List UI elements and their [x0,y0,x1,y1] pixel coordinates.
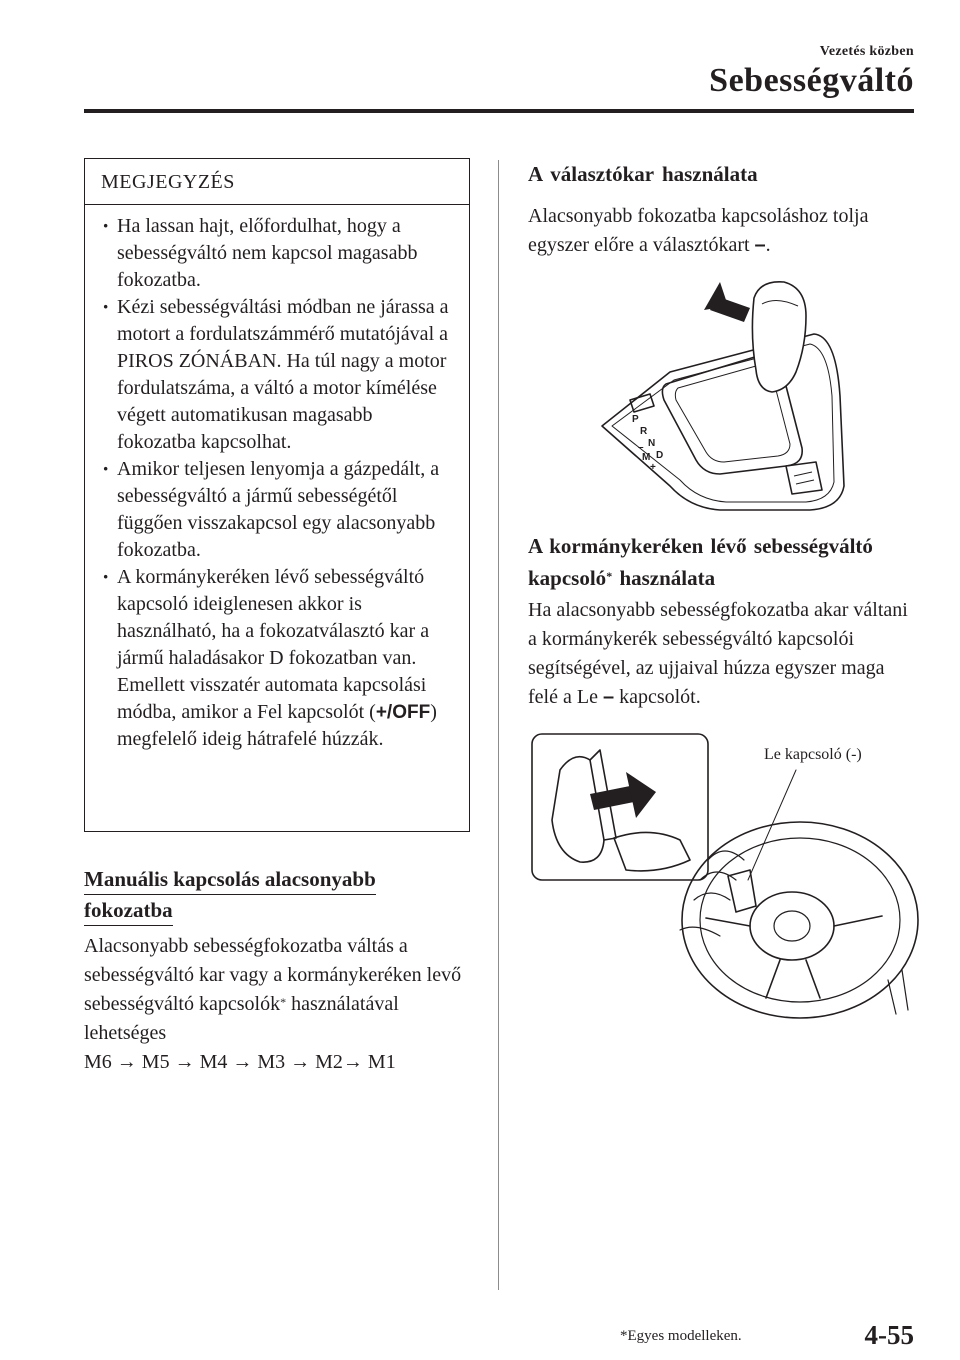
note-list [85,205,469,753]
section-heading-manual-down [84,866,376,926]
body-text: . [765,234,771,256]
figure-label: Le kapcsoló (-) [764,746,862,763]
note-item-text: A kormánykeréken lévő sebességváltó kapcsoló ideiglenesen akkor is használható, ha a fokozatválasztó kar a jármű haladásakor D fokozatban van. Emellett visszatér automata kapcsolási módba, amikor a Fel kapcsolót ( [117,566,430,723]
note-item: · Amikor teljesen lenyomja a gázpedált, a sebességváltó a jármű sebességétől függően visszakapcsol egy alacsonyabb fokozatba. [99,456,455,564]
heading-text: A kormánykeréken lévő sebességváltó kapcsoló [528,534,873,590]
shift-lever-illustration [600,276,850,512]
selector-heading: A választókar használata [528,162,758,186]
console-inner-outline [612,344,834,502]
body-text: Alacsonyabb sebességfokozatba váltás a sebességváltó kar vagy a kormánykeréken levő sebességváltó kapcsolók [84,935,462,1015]
manual-down-text [84,932,484,1077]
body-text: használatával lehetséges [84,993,399,1044]
wheel-spokes [706,916,882,998]
section-heading-line: fokozatba [84,897,173,926]
gate-letter-minus: – [638,442,644,453]
note-item: · Ha lassan hajt, előfordulhat, hogy a sebességváltó nem kapcsol magasabb fokozatba. [99,213,455,294]
running-header: Vezetés közben [819,44,914,59]
gate-letter-plus: + [650,462,656,473]
switch-box [786,462,822,494]
body-text: kapcsolót. [614,686,701,708]
selector-text [528,202,918,260]
wheel-hub [750,892,834,960]
switch-detail [794,472,814,484]
inset-box [532,734,708,880]
note-heading: MEGJEGYZÉS [85,159,469,205]
console-button [630,394,654,412]
minus-symbol: – [602,686,615,708]
body-text: Alacsonyabb fokozatba kapcsoláshoz tolja egyszer előre a választókart [528,205,869,256]
gate-letter-p: P [632,414,639,425]
paddle-text [528,596,918,712]
wheel-paddle [728,870,756,912]
minus-symbol: – [754,234,766,256]
wheel-emblem [774,911,810,941]
column-divider [498,160,499,1290]
steering-wheel-illustration [530,730,920,1020]
footnote: *Egyes modelleken. [620,1328,742,1344]
driver-fingers [694,851,744,900]
body-text: Ha alacsonyabb sebességfokozatba akar váltani a kormánykerék sebességváltó kapcsolói segítségével, az ujjaival húzza egyszer maga felé a Le [528,599,908,708]
pull-arrow-icon [590,772,656,818]
label-leader-line [748,770,796,880]
push-forward-arrow-icon [704,282,750,322]
note-item-text: ) megfelelő ideig hátrafelé húzzák. [117,701,437,750]
page-title: Sebességváltó [709,62,914,99]
page-number: 4-55 [864,1320,914,1350]
gate-letters [632,414,663,473]
gate-letter-d: D [656,450,664,461]
driver-hand [680,927,720,936]
paddle-heading [528,530,918,594]
section-heading-line: Manuális kapcsolás alacsonyabb [84,866,376,895]
gate-letter-m: M [642,452,651,463]
asterisk: * [280,995,287,1009]
note-item [99,564,455,753]
asterisk: * [606,569,613,583]
note-item: · Kézi sebességváltási módban ne járassa a motort a fordulatszámmérő mutatójával a PIROS ZÓNÁBAN. Ha túl nagy a motor fordulatszáma, a váltó a motor kímélése végett automatikusan magasabb fokozatba kapcsolhat. [99,294,455,456]
note-box [84,158,470,832]
header-rule [84,109,914,113]
gate-letter-r: R [640,426,648,437]
up-off-symbol: +/OFF [375,702,431,723]
inset-hand [614,832,690,870]
heading-text: használata [612,566,716,590]
lever-knob [752,282,806,392]
gate-letter-n: N [648,438,656,449]
gear-sequence: M6 → M5 → M4 → M3 → M2→ M1 [84,1051,396,1073]
steering-column [888,970,908,1014]
wheel-rim-inner [700,838,900,1002]
